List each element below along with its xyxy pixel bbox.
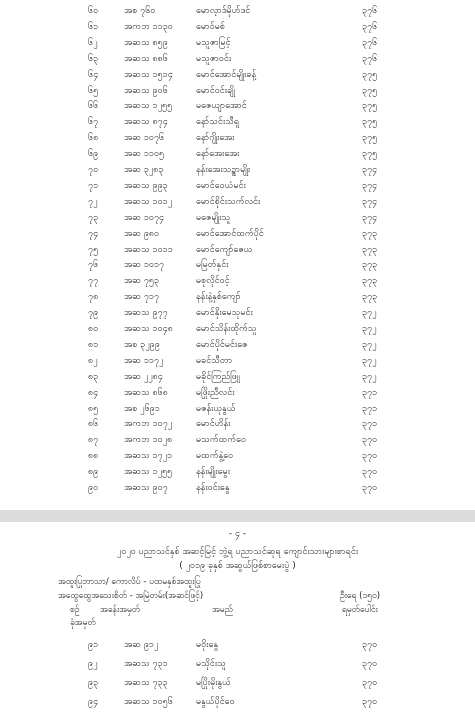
roll-number: အဆသ ၉၀၆ — [124, 85, 168, 96]
column-header-name: အမည် — [212, 605, 233, 615]
roll-number: အကဘ ၁၁၃၀ — [124, 21, 173, 32]
score: ၃၇၆ — [362, 53, 378, 64]
student-name: မသိုင်းသူ — [196, 659, 226, 669]
student-name: နော်အေးအေး — [196, 149, 240, 160]
score: ၃၇၅ — [362, 133, 378, 144]
row-number: ၆၂ — [88, 37, 98, 48]
student-name: မောင်ဟိန်း — [196, 419, 231, 430]
student-name: မောင်စိုင်းသက်လင်း — [196, 196, 261, 207]
score: ၃၇၀ — [362, 697, 378, 707]
row-number: ၆၀ — [88, 6, 99, 16]
student-name: မဇေယျာအောင် — [196, 101, 247, 112]
roll-number: အဆ ၇၁၇ — [124, 292, 160, 303]
roll-number: အကဘ ၁၀၂၈ — [124, 435, 173, 446]
table-row — [0, 386, 475, 401]
score: ၃၇၄ — [362, 165, 378, 175]
score: ၃၇၆ — [362, 37, 378, 48]
score: ၃၇၂ — [362, 355, 377, 366]
roll-number: အစ ၇၆၀ — [124, 6, 156, 16]
table-row — [0, 306, 475, 321]
student-name: မောလ့ာဒ်မိုဟ်ဒင် — [196, 6, 251, 16]
student-name: မဖြိုးညီလင်း — [196, 387, 235, 398]
student-name: မောဝ်မစ် — [196, 21, 225, 32]
student-name: မောင်သိန်းထိုက်သူ — [196, 324, 257, 334]
row-number: ၆၄ — [88, 69, 99, 80]
roll-number: အဆသ ၈၈၆ — [124, 53, 168, 64]
table-row — [0, 52, 475, 67]
score: ၃၇၄ — [362, 212, 378, 223]
table-row — [0, 338, 475, 353]
roll-number: အဆသ ၉၇၇ — [124, 308, 168, 319]
row-number: ၇၅ — [88, 244, 99, 255]
score: ၃၇၆ — [362, 6, 378, 16]
row-number: ၈၆ — [88, 419, 99, 430]
row-number: ၈၅ — [88, 403, 99, 414]
row-number: ၆၃ — [88, 53, 99, 64]
score: ၃၇၃ — [362, 260, 378, 271]
roll-number: အဆသ ၉၉၃ — [124, 180, 168, 191]
student-name: နန်းနဲ့နှစ်ကျော် — [196, 292, 241, 303]
student-name: မနွယ်ပိုင်ဝေ — [196, 697, 235, 707]
page-separator — [0, 510, 475, 522]
student-name: မောင်နိုးမေသုမင်း — [196, 308, 253, 319]
student-name: မခိုင်ကြည်ဖြူ — [196, 371, 240, 382]
student-name: မသူဇာမြင့် — [196, 37, 231, 48]
student-name: မပြိုးမိုးနွယ် — [196, 678, 231, 688]
table-row — [0, 370, 475, 385]
roll-number: အဆသ ၁၀၁၁ — [124, 244, 173, 255]
score: ၃၇၀ — [362, 678, 378, 688]
document-page-bottom — [0, 522, 475, 715]
roll-number: အဆသ ၈၇၄ — [124, 117, 168, 128]
roll-number: အဆသ ၁၂၅၅ — [124, 467, 173, 478]
row-number: ၈၈ — [88, 451, 99, 462]
table-row — [0, 638, 475, 653]
row-number: ၈၇ — [88, 435, 99, 446]
student-name: မခင်သီတာ — [196, 355, 233, 366]
table-row — [0, 243, 475, 258]
score: ၃၇၃ — [362, 228, 378, 239]
row-number: ၆၆ — [88, 101, 99, 112]
table-row — [0, 115, 475, 130]
roll-number: အဆ ၁၁၀၅ — [124, 149, 165, 160]
score: ၃၇၀ — [362, 640, 378, 650]
table-row — [0, 402, 475, 417]
score: ၃၇၁ — [362, 403, 378, 414]
row-number: ၉၂ — [88, 659, 98, 669]
row-number: ၈၉ — [88, 467, 99, 478]
score: ၃၇၂ — [362, 339, 377, 350]
table-row — [0, 4, 475, 19]
table-row — [0, 195, 475, 210]
row-number: ၆၁ — [88, 21, 99, 32]
table-row — [0, 657, 475, 672]
score: ၃၇၄ — [362, 196, 378, 207]
row-number: ၈၂ — [88, 355, 98, 366]
score: ၃၇၅ — [362, 85, 378, 96]
row-number: ၇၂ — [88, 196, 98, 207]
roll-number: အစ ၃၂၉၉ — [124, 339, 160, 350]
row-number: ၇၄ — [88, 228, 99, 239]
score: ၃၇၅ — [362, 117, 378, 128]
table-row — [0, 465, 475, 480]
document-subheading: ( ၂၀၁၉ ခုနှစ် အဆွယ်ဖြစ်စာမေးပွဲ ) — [179, 561, 296, 571]
table-row — [0, 147, 475, 162]
row-number: ၈၃ — [88, 371, 99, 382]
roll-number: အဆ ၃၂၈၃ — [124, 165, 164, 175]
row-number: ၇၀ — [88, 165, 99, 175]
count-label: ဦးရေ (၁၅၀) — [340, 591, 381, 601]
student-name: မောင်ဝင်းချို — [196, 85, 235, 96]
student-name: မသက်ထက်ဝေ — [196, 435, 247, 446]
table-row — [0, 227, 475, 242]
student-name: မောင်အောင်မျိုးခန့် — [196, 69, 257, 80]
student-name: နန်းဝင်းနွေ — [196, 483, 230, 493]
roll-number: အဆသ ၈၅၉ — [124, 37, 168, 48]
row-number: ၉၃ — [88, 678, 99, 688]
row-number: ၉၀ — [88, 483, 99, 493]
score: ၃၇၂ — [362, 371, 377, 382]
row-number: ၆၇ — [88, 117, 99, 128]
roll-number: အဆ ၁၀၇၆ — [124, 133, 165, 144]
score: ၃၇၃ — [362, 292, 378, 303]
student-name: မမြတ်နှင်း — [196, 260, 229, 271]
table-row — [0, 322, 475, 337]
roll-number: အဆ ၂၂၈၄ — [124, 371, 163, 382]
student-name: မောင်အောင်ထက်ပိုင် — [196, 228, 264, 239]
document-heading: ၂၀၂၀ ပညာသင်နှစ် အဆင့်မြင့် ဘွဲ့ရ ပညာသင်ဆုရ ကျောင်းသားများစာရင်း — [116, 547, 359, 557]
table-row — [0, 179, 475, 194]
score: ၃၇၀ — [362, 467, 378, 478]
score: ၃၇၂ — [362, 308, 377, 319]
score: ၃၇၅ — [362, 149, 378, 160]
roll-number: အဆသ ၇၃၁ — [124, 659, 168, 669]
category-label: အထူးပြုဘာသာ/ ကောလိပ် - ပထမနှစ်အထူးပြု — [58, 577, 201, 587]
roll-number: အဆသ ၁၅၁၄ — [124, 69, 173, 80]
roll-number: အဆသ ၈၆၈ — [124, 387, 168, 398]
row-number: ၈၀ — [88, 324, 99, 334]
roll-number: အဆသ ၇၃၃ — [124, 678, 168, 688]
row-number: ၇၉ — [88, 308, 99, 319]
table-row — [0, 36, 475, 51]
page-number: - ၄ - — [228, 529, 247, 539]
table-row — [0, 84, 475, 99]
student-name: မစုလိုင်ဝင့် — [196, 276, 230, 287]
column-header-seat: ခုံအမှတ် — [70, 618, 96, 628]
roll-number: အဆ ၉၁၂ — [124, 640, 159, 650]
column-header-id: အခန်းအမှတ် — [100, 605, 141, 615]
student-name: မဇန်းယုနွယ် — [196, 403, 236, 414]
row-number: ၈၁ — [88, 339, 99, 350]
roll-number: အဆ ၁၁၇၂ — [124, 355, 164, 366]
table-row — [0, 258, 475, 273]
column-header-no: စဉ် — [70, 605, 80, 615]
score: ၃၇၁ — [362, 419, 378, 430]
student-name: မောင်ပိုင်မင်းဇေ — [196, 339, 248, 350]
table-row — [0, 211, 475, 226]
score: ၃၇၀ — [362, 451, 378, 462]
roll-number: အကဘ ၁၀၇၂ — [124, 419, 173, 430]
column-header-score: ရမှတ်ပေါင်း — [342, 605, 378, 615]
roll-number: အစ ၂၆၉၁ — [124, 403, 160, 414]
row-number: ၆၅ — [88, 85, 99, 96]
table-row — [0, 274, 475, 289]
row-number: ၇၁ — [88, 180, 99, 191]
row-number: ၆၉ — [88, 149, 99, 160]
table-row — [0, 131, 475, 146]
student-name: နန်းအေးသဥ္စာမျိုး — [196, 165, 251, 175]
score: ၃၇၅ — [362, 101, 378, 112]
student-name: မသူဇာဝင်း — [196, 53, 232, 64]
student-name: မောင်ဝေယံမင်း — [196, 180, 246, 191]
table-row — [0, 449, 475, 464]
student-name: မထက်နွဲ့ဝေ — [196, 451, 234, 462]
table-row — [0, 695, 475, 710]
score: ၃၇၀ — [362, 435, 378, 446]
table-row — [0, 433, 475, 448]
student-name: နန်းမျိုးမွေး — [196, 467, 231, 478]
table-row — [0, 99, 475, 114]
table-row — [0, 290, 475, 305]
roll-number: အဆသ ၁၂၅၅ — [124, 101, 173, 112]
row-number: ၈၄ — [88, 387, 99, 398]
student-name: နော်သင်းသီရူ — [196, 117, 240, 128]
roll-number: အဆသ ၁၇၂၁ — [124, 451, 173, 462]
roll-number: အဆ ၇၅၃ — [124, 276, 160, 287]
table-row — [0, 163, 475, 178]
student-name: မဇေမျိုးသူ — [196, 212, 231, 223]
score: ၃၇၄ — [362, 180, 378, 191]
roll-number: အဆသ ၁၀၁၂ — [124, 196, 173, 207]
score: ၃၇၆ — [362, 21, 378, 32]
table-row — [0, 68, 475, 83]
row-number: ၆၈ — [88, 133, 99, 144]
row-number: ၇၆ — [88, 260, 99, 271]
student-name: မောင်ကျော်ဇေယ — [196, 244, 253, 255]
score: ၃၇၃ — [362, 276, 378, 287]
roll-number: အဆသ ၁၀၄၈ — [124, 324, 173, 334]
roll-number: အဆ ၁၀၁၇ — [124, 260, 165, 271]
row-number: ၇၇ — [88, 276, 99, 287]
score: ၃၇၂ — [362, 324, 377, 334]
roll-number: အဆသ ၁၀၅၆ — [124, 697, 173, 707]
roll-number: အဆသ ၉၀၇ — [124, 483, 168, 493]
row-number: ၉၄ — [88, 697, 99, 707]
student-name: မဝိုးနွေ — [196, 640, 219, 650]
score: ၃၇၅ — [362, 69, 378, 80]
table-row — [0, 417, 475, 432]
score: ၃၇၃ — [362, 244, 378, 255]
row-number: ၇၈ — [88, 292, 99, 303]
table-row — [0, 20, 475, 35]
score: ၃၇၀ — [362, 483, 378, 493]
row-number: ၇၃ — [88, 212, 99, 223]
roll-number: အဆ ၉၈၀ — [124, 228, 160, 239]
table-row — [0, 481, 475, 496]
table-row — [0, 354, 475, 369]
roll-number: အဆ ၁၀၇၄ — [124, 212, 165, 223]
category-sublabel: အထွေထွေအသေးစိတ် - အမြဲတမ်း(အဆင်ဖြင့်) — [58, 591, 204, 601]
score: ၃၇၀ — [362, 659, 378, 669]
row-number: ၉၁ — [88, 640, 99, 650]
table-row — [0, 676, 475, 691]
score: ၃၇၁ — [362, 387, 378, 398]
student-name: နော်ဂျိုးအေး — [196, 133, 235, 144]
